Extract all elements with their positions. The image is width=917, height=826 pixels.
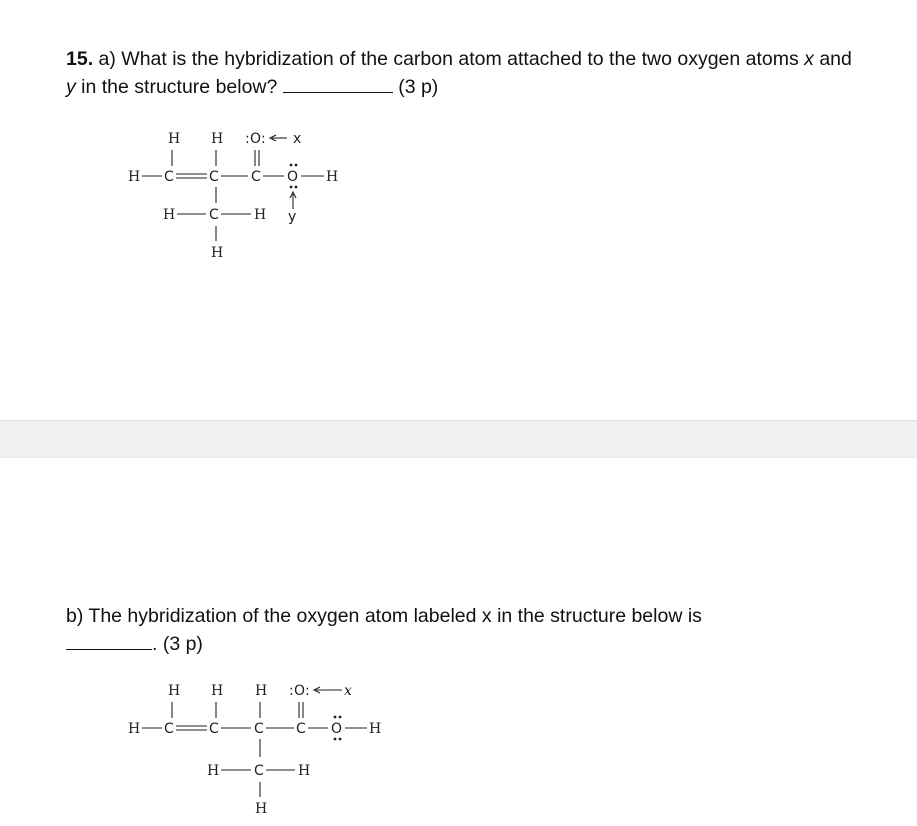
question-a-var-x: x	[804, 48, 814, 70]
atom-c: C	[296, 721, 306, 737]
atom-h: H	[326, 169, 339, 185]
lone-pair-dot	[295, 186, 298, 189]
question-b-end: . (3 p)	[152, 633, 203, 655]
question-a-text-2: in the structure below?	[75, 76, 283, 98]
atom-h: H	[128, 169, 141, 185]
atom-h: H	[163, 207, 176, 223]
lone-pair-dot	[334, 738, 337, 741]
atom-c: C	[254, 721, 264, 737]
label-x: x	[293, 131, 302, 147]
answer-blank-a[interactable]	[283, 74, 393, 93]
structure-a	[120, 125, 360, 265]
atom-c: C	[164, 169, 174, 185]
atom-h: H	[211, 683, 224, 699]
structure-a-svg	[120, 125, 360, 265]
structure-b	[120, 677, 400, 822]
atom-o-y: O	[287, 169, 299, 185]
atom-c: C	[209, 721, 219, 737]
question-a	[66, 45, 866, 101]
atom-h: H	[168, 131, 181, 147]
question-a-points: (3 p)	[398, 76, 439, 98]
atom-h: H	[211, 245, 224, 261]
page-separator	[0, 420, 917, 458]
atom-h: H	[369, 721, 382, 737]
lone-pair-dot	[295, 164, 298, 167]
atom-h: H	[298, 763, 311, 779]
question-b	[66, 602, 826, 658]
answer-blank-b[interactable]	[66, 631, 152, 650]
atom-h: H	[255, 801, 268, 817]
lone-pair-colon: :	[245, 131, 250, 147]
lone-pair-colon: :	[289, 683, 294, 699]
atom-c: C	[209, 169, 219, 185]
atom-h: H	[168, 683, 181, 699]
structure-b-svg	[120, 677, 400, 822]
atom-h: H	[207, 763, 220, 779]
atom-h: H	[255, 683, 268, 699]
lone-pair-dot	[290, 186, 293, 189]
label-y: y	[288, 209, 297, 225]
question-a-var-y: y	[66, 76, 76, 98]
lone-pair-dot	[290, 164, 293, 167]
question-number: 15.	[66, 48, 94, 70]
atom-h: H	[254, 207, 267, 223]
label-x: x	[344, 683, 352, 699]
lone-pair-dot	[339, 716, 342, 719]
atom-h: H	[128, 721, 141, 737]
atom-h: H	[211, 131, 224, 147]
question-a-text-1: a) What is the hybridization of the carbon atom attached to the two oxygen atoms	[93, 48, 805, 70]
lone-pair-colon: :	[261, 131, 266, 147]
atom-c: C	[251, 169, 261, 185]
atom-o: O	[331, 721, 343, 737]
atom-o-x: O	[250, 131, 262, 147]
atom-c: C	[209, 207, 219, 223]
lone-pair-dot	[334, 716, 337, 719]
lone-pair-colon: :	[305, 683, 310, 699]
lone-pair-dot	[339, 738, 342, 741]
atom-c: C	[164, 721, 174, 737]
question-a-text-and: and	[813, 48, 852, 70]
atom-o-x: O	[294, 683, 306, 699]
question-b-text: b) The hybridization of the oxygen atom labeled x in the structure below is	[66, 605, 702, 627]
atom-c: C	[254, 763, 264, 779]
